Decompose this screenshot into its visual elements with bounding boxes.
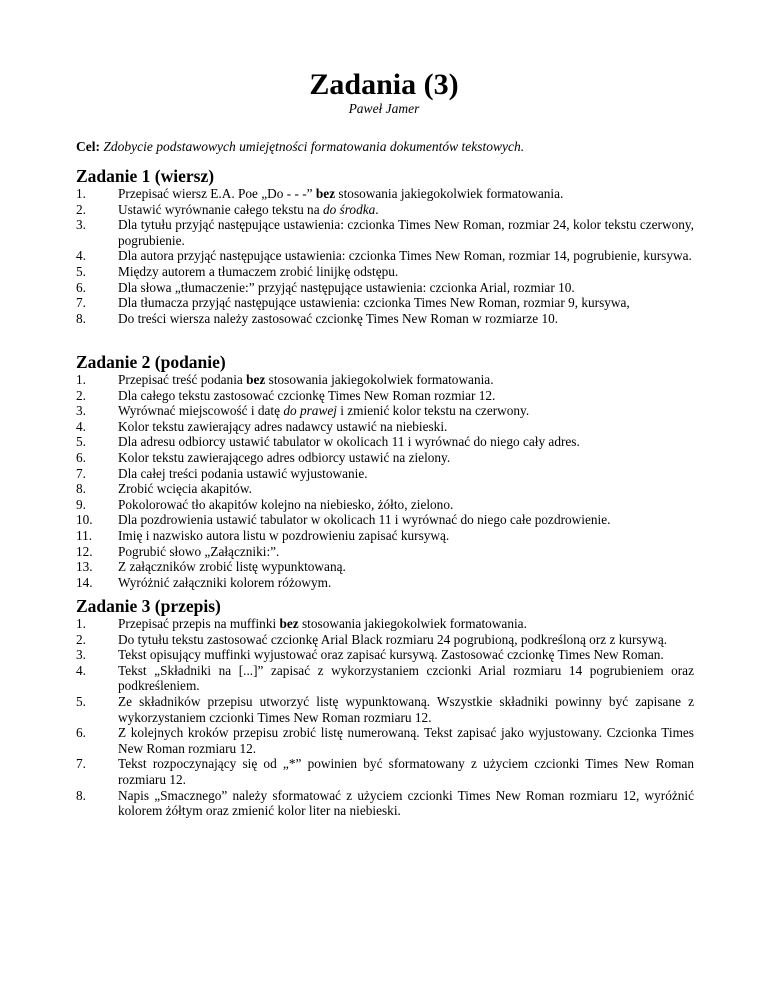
list-item [76, 725, 694, 756]
list-item-number: 14. [76, 574, 93, 590]
list-item-number: 6. [76, 725, 86, 741]
list-item-text: do prawej [283, 403, 337, 419]
task-list-3 [76, 616, 694, 819]
list-item-number: 1. [76, 372, 86, 387]
list-item-text: Przepisać przepis na muffinki [118, 616, 280, 631]
list-item-number: 8. [76, 481, 86, 497]
list-item [76, 434, 694, 450]
list-item [76, 788, 694, 819]
list-item-text: Tekst „Składniki na [...]” zapisać z wykorzystaniem czcionki Arial rozmiaru 14 pogrubieniem oraz podkreśleniem. [118, 662, 694, 694]
list-item-text: Kolor tekstu zawierającego adres odbiorcy ustawić na zielony. [118, 449, 451, 465]
list-item-number: 3. [76, 647, 86, 663]
section-heading-3: Zadanie 3 (przepis) [76, 596, 221, 616]
list-item-text: Dla tytułu przyjąć następujące ustawienia: czcionka Times New Roman, rozmiar 24, kolor tekstu czerwony, pogrubienie. [118, 217, 694, 248]
list-item-number: 6. [76, 279, 86, 295]
list-item-number: 12. [76, 543, 93, 559]
list-item [76, 466, 694, 482]
list-item-number: 4. [76, 418, 86, 434]
list-item-text: . [375, 201, 379, 217]
list-item-text: Wyrównać miejscowość i datę [118, 403, 284, 419]
list-item-number: 1. [76, 186, 86, 201]
author-name: Paweł Jamer [348, 101, 420, 116]
list-item-number: 8. [76, 310, 86, 326]
list-item [76, 388, 694, 404]
list-item-number: 4. [76, 662, 86, 678]
list-item-text: Dla autora przyjąć następujące ustawienia: czcionka Times New Roman, rozmiar 14, pogrubienie, kursywa. [118, 248, 692, 264]
list-item-text: stosowania jakiegokolwiek formatowania. [298, 616, 527, 631]
list-item [76, 694, 694, 725]
list-item-text: Pokolorować tło akapitów kolejno na niebiesko, żółto, zielono. [118, 496, 454, 512]
list-item-number: 5. [76, 693, 86, 709]
list-item-number: 7. [76, 465, 86, 481]
list-item-text: Dla tłumacza przyjąć następujące ustawienia: czcionka Times New Roman, rozmiar 9, kursywa, [118, 295, 630, 311]
list-item [76, 295, 694, 311]
list-item [76, 481, 694, 497]
list-item-text: Tekst opisujący muffinki wyjustować oraz zapisać kursywą. Zastosować czcionkę Times New Roman. [118, 647, 664, 663]
list-item [76, 450, 694, 466]
list-item [76, 403, 694, 419]
list-item [76, 544, 694, 560]
list-item-text: Dla adresu odbiorcy ustawić tabulator w okolicach 11 i wyrównać do niego cały adres. [118, 434, 580, 450]
list-item-number: 8. [76, 787, 86, 803]
list-item [76, 756, 694, 787]
list-item-text: stosowania jakiegokolwiek formatowania. [265, 372, 494, 387]
list-item [76, 419, 694, 435]
list-item-number: 1. [76, 616, 86, 631]
list-item-text: Pogrubić słowo „Załączniki:”. [118, 543, 280, 559]
list-item-text: Tekst rozpoczynający się od „*” powinien być sformatowany z użyciem czcionki Times New Roman rozmiaru 12. [118, 756, 694, 787]
list-item-text: bez [279, 616, 299, 631]
list-item-number: 7. [76, 756, 86, 772]
goal-label: Cel: [76, 139, 100, 154]
list-item-number: 6. [76, 449, 86, 465]
list-item [76, 248, 694, 264]
goal-line [76, 139, 706, 155]
list-item [76, 512, 694, 528]
list-item-number: 11. [76, 527, 93, 543]
list-item-text: stosowania jakiegokolwiek formatowania. [335, 186, 564, 201]
section-heading-2: Zadanie 2 (podanie) [76, 352, 226, 372]
list-item [76, 647, 694, 663]
list-item [76, 311, 694, 327]
list-item-number: 13. [76, 559, 93, 575]
list-item-text: Ze składników przepisu utworzyć listę wypunktowaną. Wszystkie składniki powinny być zapisane z wykorzystaniem czcionki Times New Roman rozmiaru 12. [118, 693, 694, 725]
list-item-number: 5. [76, 434, 86, 450]
list-item-text: Przepisać wiersz E.A. Poe „Do - - -” [118, 186, 316, 201]
list-item-text: Między autorem a tłumaczem zrobić linijkę odstępu. [118, 263, 399, 279]
list-item-text: Dla całego tekstu zastosować czcionkę Times New Roman rozmiar 12. [118, 387, 496, 403]
list-item-number: 4. [76, 248, 86, 264]
list-item [76, 575, 694, 591]
list-item-number: 9. [76, 496, 86, 512]
list-item-text: do środka [322, 201, 376, 217]
list-item-text: Przepisać treść podania [118, 372, 247, 387]
list-item-number: 7. [76, 295, 86, 311]
list-item-number: 10. [76, 512, 93, 528]
list-item-number: 2. [76, 387, 86, 403]
list-item [76, 372, 694, 388]
list-item-number: 3. [76, 403, 86, 419]
list-item [76, 202, 694, 218]
goal-text: Zdobycie podstawowych umiejętności formatowania dokumentów tekstowych. [103, 139, 525, 154]
list-item-text: Zrobić wcięcia akapitów. [118, 481, 252, 497]
list-item-text: Dla słowa „tłumaczenie:” przyjąć następujące ustawienia: czcionka Arial, rozmiar 10. [118, 279, 575, 295]
page-title: Zadania (3) [309, 68, 459, 101]
task-list-1 [76, 186, 694, 326]
list-item-text: Do treści wiersza należy zastosować czcionkę Times New Roman w rozmiarze 10. [118, 310, 559, 326]
list-item [76, 217, 694, 248]
list-item [76, 280, 694, 296]
list-item-text: Ustawić wyrównanie całego tekstu na [118, 201, 323, 217]
list-item-text: Z kolejnych kroków przepisu zrobić listę numerowaną. Tekst zapisać jako wyjustowany. Czcionka Times New Roman rozmiaru 12. [118, 725, 694, 756]
list-item [76, 632, 694, 648]
list-item-text: Dla całej treści podania ustawić wyjustowanie. [118, 465, 368, 481]
list-item [76, 559, 694, 575]
list-item-text: Imię i nazwisko autora listu w pozdrowieniu zapisać kursywą. [118, 527, 450, 543]
list-item-text: bez [315, 186, 336, 201]
list-item [76, 186, 694, 202]
list-item-number: 3. [76, 217, 86, 233]
list-item [76, 663, 694, 694]
section-heading-1: Zadanie 1 (wiersz) [76, 166, 215, 186]
list-item [76, 497, 694, 513]
task-list-2 [76, 372, 694, 590]
list-item-number: 2. [76, 631, 86, 647]
list-item [76, 616, 694, 632]
list-item-text: Do tytułu tekstu zastosować czcionkę Arial Black rozmiaru 24 pogrubioną, podkreśloną orz z kursywą. [118, 631, 668, 647]
list-item-number: 2. [76, 201, 86, 217]
list-item-text: Kolor tekstu zawierający adres nadawcy ustawić na niebieski. [118, 418, 448, 434]
list-item-text: Z załączników zrobić listę wypunktowaną. [118, 559, 346, 575]
list-item [76, 264, 694, 280]
list-item-text: Napis „Smacznego” należy sformatować z użyciem czcionki Times New Roman rozmiaru 12, wyróżnić kolorem żółtym oraz zmienić kolor liter na niebieski. [118, 787, 694, 819]
list-item-text: Dla pozdrowienia ustawić tabulator w okolicach 11 i wyrównać do niego całe pozdrowienie. [118, 512, 611, 528]
list-item-text: i zmienić kolor tekstu na czerwony. [336, 403, 530, 419]
list-item-number: 5. [76, 263, 86, 279]
list-item-text: Wyróżnić załączniki kolorem różowym. [118, 574, 332, 590]
list-item [76, 528, 694, 544]
list-item-text: bez [246, 372, 266, 387]
